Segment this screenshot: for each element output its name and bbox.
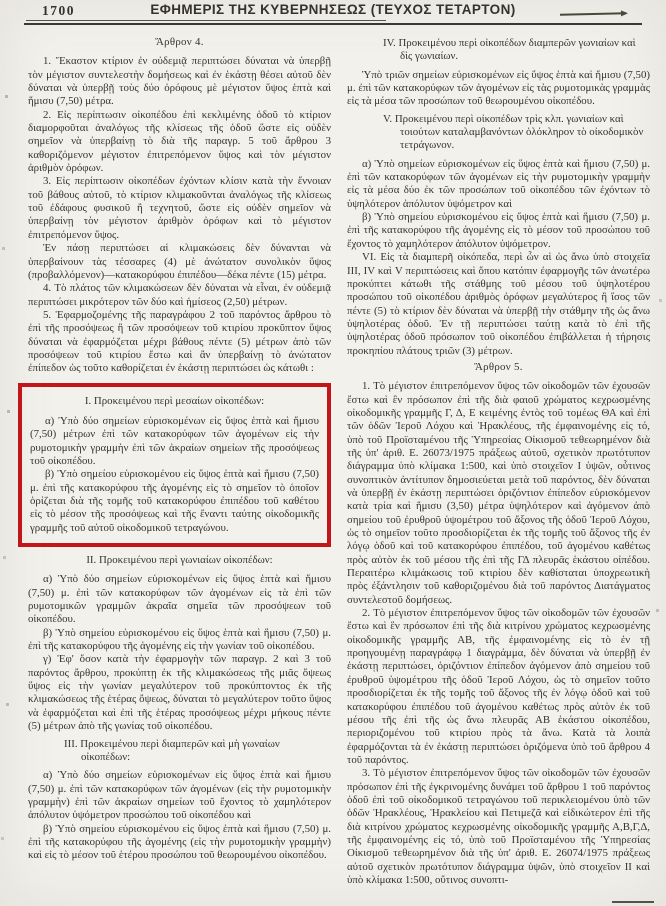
section-v-heading: V. Προκειμένου περὶ οἰκοπέδων τρὶς κλπ. γωνιαίων καὶ τοιούτων καταλαμβανόντων ὁλόκληρον τὸ οἰκοδομικὸν τετράγωνον. — [383, 112, 644, 152]
paragraph: Ἐν πάσῃ περιπτώσει αἱ κλιμακώσεις δὲν δύνανται νὰ ὑπερβαίνουν τὰς τέσσαρες (4) μὲ ἀνώτατον συνολικὸν ὕψος (προβαλλόμενον)—κατακορύφου ἐπιπέδου—δέκα πέντε (15) μέτρα. — [28, 242, 331, 281]
section-iii-heading: III. Προκειμένου περὶ διαμπερῶν καὶ μὴ γωναίων οἰκοπέδων: — [64, 737, 280, 763]
section-i-heading: I. Προκειμένου περὶ μεσαίων οἰκοπέδων: — [84, 394, 265, 407]
article-5-heading: Ἄρθρον 5. — [474, 360, 523, 373]
paragraph: 3. Τὸ μέγιστον ἐπιτρεπόμενον ὕψος τῶν οἰκοδομῶν τῶν ἐχουσῶν πρόσωπον ἐπὶ τῆς ἐγκρινομένης δυνάμει τοῦ ἄρθρου 1 τοῦ παρόντος ὁδοῦ ἐπὶ τοῦ οἰκοδομικοῦ τετραγώνου τοῦ περικλειομένου ὑπὸ τῶν ὁδῶν Ἡρακλέους, Ἡρακλείου καὶ Πετιμεζᾶ καὶ εἰδικώτερον ἐπὶ τῆς διὰ κιτρίνου χρώματος κεχρωσμένης οἰκοδομικῆς γραμμῆς Α,Β,Γ,Δ, τῆς ἐμφαινομένης εἰς τό, ὑπὸ τοῦ Προϊσταμένου τῆς Ὑπηρεσίας Οἰκισμοῦ τεθεωρημένον διὰ τῆς ὑπ' ἀριθ. Ε. 26074/1975 πράξεως αὐτοῦ σχετικὸν πρωτότυπον διάγραμμα ὑψῶν, ὑπὸ στοιχεῖον II καὶ ὑπὸ κλίμακα 1:500, οὕτινος συνοπτι- — [347, 767, 650, 886]
paragraph: α) Ὑπὸ δύο σημείων εὑρισκομένων εἰς ὕψος ἑπτὰ καὶ ἥμισυ (7,50) μ. ἐπὶ τῶν κατακορύφων τῶν ἀγομένων εἰς τὰ ἐπὶ τῶν ρυμοτομικῶν γραμμῶν ἀκραῖα σημεῖα τῶν προσόψεων τοῦ οἰκοπέδου. — [28, 573, 331, 626]
header-rule-main — [24, 23, 642, 25]
two-column-text — [28, 33, 650, 887]
paragraph: α) Ὑπὸ σημείων εὑρισκομένων εἰς ὕψος ἑπτὰ καὶ ἥμισυ (7,50) μ. ἐπὶ τῶν κατακορύφων τῶν ἀγομένων εἰς τὴν ρυμοτομικὴν γραμμὴν εἰς τὰ μέσα δύο ἐκ τῶν προσώπων τοῦ οἰκοπέδου τῶν ἐχόντων τὸ ὑψηλότερον ἀπόλυτον ὑψόμετρον καὶ — [347, 157, 650, 210]
header-rule-thin — [26, 20, 386, 21]
paragraph: 1. Τὸ μέγιστον ἐπιτρεπόμενον ὕψος τῶν οἰκοδομῶν τῶν ἐχουσῶν ἔστω καὶ ἓν πρόσωπον ἐπὶ τῆς διὰ φαιοῦ χρώματος κεχρωσμένης οἰκοδομικῆς γραμμῆς Γ, Δ, Ε κειμένης ἐντὸς τοῦ τομέως ΘΑ καὶ ἐπὶ τῶν ὁδῶν Ἱεροῦ Λόχου καὶ Ἡρακλέους, τῆς ἐμφαινομένης εἰς τό, ὑπὸ τοῦ Προϊσταμένου τῆς Ὑπηρεσίας Οἰκισμοῦ τεθεωρημένον διὰ τῆς ὑπ' ἀριθ. Ε. 26073/1975 πράξεως αὐτοῦ, σχετικὸν πρωτότυπον διάγραμμα ὑπὸ κλίμακα 1:500, καὶ ὑπὸ στοιχεῖον Ι ὑψῶν, οὗτινος συνοπτικὸν ἀντίτυπον δημοσιεύεται μετὰ τοῦ παρόντος, δὲν δύναται νὰ ὑπερβῇ ἐν ἑκάστῃ περιπτώσει ὁριζόντιον ἐπίπεδον εὑρισκόμενον κατὰ τρία καὶ ἥμισυ (3,50) μέτρα ὑψηλότερον καὶ ἀγόμενον ἀπὸ σημείου τοῦ ἐρυθροῦ ὑψομέτρου τοῦ ἄξονος τῆς ὁδοῦ Ἱεροῦ Λόχου, ὡς τὸ σημεῖον τοῦτο προσδιορίζεται ἐκ τῆς τομῆς τοῦ ἄξονος τῆς ἐν λόγῳ ὁδοῦ καὶ τοῦ κατακορύφου ἐπιπέδου, τοῦ ἀγομένου καθέτως πρὸς αὐτὸν ἐκ τοῦ μέσου τῆς ἐπὶ τῆς ΓΔ πλευρᾶς ἑκάστου οἰπέδου. Περαιτέρω κλιμάκωσις τοῦ κτιρίου δὲν καθίσταται ὑποχρεωτικὴ πρὸς ἐξάντλησιν τοῦ καθοριζομένου διὰ τοῦ παρόντος Διατάγματος συντελεστοῦ δομήσεως. — [347, 380, 650, 606]
page-number: 1700 — [42, 3, 75, 18]
paragraph: 1. Ἕκαστον κτίριον ἐν οὐδεμιᾷ περιπτώσει δύναται νὰ ὑπερβῇ τὸν μέγιστον συντελεστὴν δομήσεως καὶ ἐν ἑκάστῃ θέσει αὐτοῦ δὲν δύναται νὰ ὑπερβῇ τοὺς δύο ὀρόφους μὲ μέγιστον ὕψος ἑπτὰ καὶ ἥμισυ (7,50) μέτρα. — [28, 55, 331, 108]
page-header-title: ΕΦΗΜΕΡΙΣ ΤΗΣ ΚΥΒΕΡΝΗΣΕΩΣ (ΤΕΥΧΟΣ ΤΕΤΑΡΤΟΝ) — [150, 2, 516, 17]
paragraph: 2. Τὸ μέγιστον ἐπιτρεπόμενον ὕψος τῶν οἰκοδομῶν τῶν ἐχουσῶν ἔστω καὶ ἓν πρόσωπον ἐπὶ τῆς διὰ κιτρίνου χρώματος κεχρωσμένης οἰκοδομικῆς γραμμῆς ΑΒ, τῆς ἐμφαινομένης εἰς τὸ ἐν τῇ προηγουμένῃ παραγράφῳ 1 διαγράμμα, δὲν δύναται νὰ ὑπερβῇ ἐν ἑκάστῃ περιπτώσει, ὁριζόντιον ἐπίπεδον ἀγόμενον ἀπὸ σημείου τοῦ ἐρυθροῦ ὑψομέτρου τῆς ὁδοῦ Ἱεροῦ Λόχου, ὡς τὸ σημεῖον τοῦτο προσδιορίζεται ἐκ τῆς τομῆς τοῦ ἄξονος τῆς ἐν λόγῳ ὁδοῦ καὶ τοῦ κατακορύφου ἐπιπέδου τοῦ ἀγομένου καθέτως πρὸς αὐτὸν ἐκ τοῦ μέσου τῆς ἐπὶ τῆς ὡς ἄνω πλευρᾶς ΑΒ ἑκάστου οἰκοπέδου, περιοριζομένου τοῦ κτιρίου πρὸς τὰ ἄνω. Κατὰ τὰ λοιπὰ ἐφαρμόζονται τὰ ἐν ἑκάστῃ περιπτώσει ὁριζόμενα ὑπὸ τοῦ ἄρθρου 4 τοῦ παρόντος. — [347, 607, 650, 766]
paragraph: β) Ὑπὸ σημείου εὑρισκομένου εἰς ὕψος ἑπτὰ καὶ ἥμισυ (7,50) μ. ἐπὶ τῆς κατακορύφου τῆς ἀγομένης (εἰς τὴν ρυμοτομικὴν γραμμὴν) καὶ εἰς τὸ μέσον τοῦ ἑτέρου προσώπου τοῦ θεωρουμένου οἰκοπέδου. — [28, 822, 331, 862]
paragraph: β) Ὑπὸ σημείου εὑρισκομένου εἰς ὕψος ἑπτὰ καὶ ἥμισυ (7,50) μ. ἐπὶ τῆς κατακορύφου τῆς ἀγομένης εἰς τὴν γωνίαν τοῦ οἰκοπέδου. — [28, 626, 331, 653]
paragraph: VI. Εἰς τὰ διαμπερῆ οἰκόπεδα, περὶ ὧν αἱ ὡς ἄνω ὑπὸ στοιχεῖα III, IV καὶ V περιπτώσεις καὶ ὅπου κατόπιν ἐφαρμογῆς τῶν ἀνωτέρω προκύπτει κάτωθι τῆς στάθμης τοῦ μέσου τοῦ ὑψηλοτέρου προσώπου τοῦ οἰκοπέδου ἀριθμὸς ὀρόφων μεγαλύτερος ἢ ἴσος τῶν πέντε (5) τὸ κτίριον δὲν δύναται νὰ ὑπερβῇ τὴν στάθμην τῆς ὡς ἄνω ὑψηλοτέρας ὁδοῦ. Ἐν τῇ περιπτώσει ταύτῃ κατὰ τὸ ἐπὶ τῆς ὑψηλοτέρας ὁδοῦ πρόσωπον τοῦ οἰκοπέδου ἐπιβάλλεται ἡ τήρησις προκηπίου πλάτους τριῶν (3) μέτρων. — [347, 251, 650, 357]
paragraph: 2. Εἰς περίπτωσιν οἰκοπέδου ἐπὶ κεκλιμένης ὁδοῦ τὸ κτίριον διαμορφοῦται ἀναλόγως τῆς κλίσεως τῆς ὁδοῦ ὥστε εἰς οὐδὲν σημεῖον νὰ ὑπερβαίνῃ τὸ διὰ τῆς παραγρ. 5 τοῦ ἄρθρου 3 καθοριζόμενον μέγιστον ἐπιτρεπόμενον ὕψος καὶ τὸν μέγιστον ἀριθμὸν ὀρόφων. — [28, 108, 331, 175]
paragraph: α) Ὑπὸ δύο σημείων εὑρισκομένων εἰς ὕψος ἑπτὰ καὶ ἥμισυ (7,50) μ. ἐπὶ τῶν κατακορύφων τῶν ἀγομένων (εἰς τὴν ρυμοτομικὴν γραμμὴν) ἐπὶ τῶν ἀκραίων σημείων τοῦ ἔχοντος τὸ χαμηλότερον ἀπόλυτον ὑψόμετρον προσώπου τοῦ οἰκοπέδου καὶ — [28, 769, 331, 822]
paragraph: β) Ὑπὸ σημείου εὑρισκομένου εἰς ὕψος ἑπτὰ καὶ ἥμισυ (7,50) μ. ἐπὶ τῆς κατακορύφου τῆς ἀγομένης εἰς τὸ σημεῖον τὸ ὁποῖον ὁρίζεται διὰ τῆς τομῆς τοῦ κατακορύφου ἐπιπέδου τοῦ καθέτου εἰς τὸ μέσον τῆς προσόψεως καὶ τῆς ἔναντι ταύτης οἰκοδομικῆς γραμμῆς τοῦ αὐτοῦ οἰκοδομικοῦ τετραγώνου. — [30, 468, 319, 534]
right-column — [347, 33, 650, 887]
paragraph: 3. Εἰς περίπτωσιν οἰκοπέδων ἐχόντων κλίσιν κατὰ τὴν ἔννοιαν τοῦ βάθους αὐτοῦ, τὸ κτίριον κλιμακοῦνται ἀναλόγως τῆς κλίσεως τοῦ ἐδάφους φυσικοῦ ἢ τεχνητοῦ, ὥστε εἰς οὐδὲν σημεῖον νὰ ὑπερβαίνῃ τὸν μέγιστον ἀριθμὸν ὀρόφων καὶ τὸ μέγιστον ἐπιτρεπόμενον ὕψος. — [28, 175, 331, 241]
paragraph: Ὑπὸ τριῶν σημείων εὑρισκομένων εἰς ὕψος ἑπτὰ καὶ ἥμισυ (7,50) μ. ἐπὶ τῶν κατακορύφων τῶν ἀγομένων εἰς τὰς ρυμοτομικὰς γραμμὰς εἰς τὰ μέσα τῶν προσώπων τοῦ θεωρουμένου οἰκοπέδου. — [347, 68, 650, 108]
left-column — [28, 33, 331, 887]
section-ii-heading: II. Προκειμένου περὶ γωνιαίων οἰκοπέδων: — [86, 554, 273, 567]
article-4-heading: Ἄρθρον 4. — [155, 36, 204, 48]
paragraph: 5. Ἐφαρμοζομένης τῆς παραγράφου 2 τοῦ παρόντος ἄρθρου τὸ ἐπὶ τῆς προσόψεως ἢ τῶν προσόψεων τοῦ κτιρίου προκῦπτον ὕψος δύναται νὰ ἐφαρμόζεται μέχρι βάθους πέντε (5) μέτρων ἀπὸ τῶν προσόψεων τοῦ κτιρίου ἔστω καὶ ἂν ὑπερβαίνῃ τὸ ἀνώτατον ἐπίπεδον ὡς τοῦτο καθορίζεται ἐν ἑκάστῃ περιπτώσει ὡς κάτωθι : — [28, 308, 331, 375]
paragraph: α) Ὑπὸ δύο σημείων εὑρισκομένων εἰς ὕψος ἑπτὰ καὶ ἥμισυ (7,50) μέτρων ἐπὶ τῶν κατακορύφων τῶν ἀγομένων εἰς τὴν ρυμοτομικὴν γραμμὴν ἐπὶ τῶν ἀκραίων σημείων τῆς προσόψεως τοῦ οἰκοπέδου. — [30, 414, 319, 467]
paragraph: β) Ὑπὸ σημείου εὑρισκομένου εἰς ὕψος ἑπτὰ καὶ ἥμισυ (7,50) μ. ἐπὶ τῆς κατακορύφου τῆς ἀγομένης εἰς τὸ μέσον τοῦ προσώπου τοῦ ἔχοντος τὸ χαμηλότερον ἀπόλυτον ὑψόμετρον. — [347, 211, 650, 250]
paragraph: γ) Ἐφ' ὅσον κατὰ τὴν ἐφαρμογὴν τῶν παραγρ. 2 καὶ 3 τοῦ παρόντος ἄρθρου, προκύπτῃ ἐκ τῆς κλιμακώσεως τῆς μιᾶς ὄψεως ὕψος εἰς τὴν γωνίαν μεγαλύτερον τοῦ προκύπτοντος ἐκ τῆς κλιμακώσεως τῆς ἑτέρας ὄψεως, δύναται τὸ μεγαλύτερον τοῦτο ὕψος νὰ ἐφαρμόζεται καὶ ἐπὶ τῆς ἑτέρας προσόψεως μέχρι μήκους πέντε (5) μέτρων ἀπὸ τῆς γωνίας τοῦ οἰκοπέδου. — [28, 653, 331, 733]
scan-speckles — [0, 0, 1, 1]
paragraph: 4. Τὸ πλάτος τῶν κλιμακώσεων δὲν δύναται νὰ εἶναι, ἐν οὐδεμιᾷ περιπτώσει μικρότερον τῶν δύο καὶ ἡμίσεος (2,50) μέτρων. — [28, 282, 331, 308]
section-iv-heading: IV. Προκειμένου περὶ οἰκοπέδων διαμπερῶν γωνιαίων καὶ δὶς γωνιαίων. — [383, 37, 636, 63]
bottom-margin-mark — [612, 901, 654, 903]
red-highlight-box — [18, 383, 331, 547]
